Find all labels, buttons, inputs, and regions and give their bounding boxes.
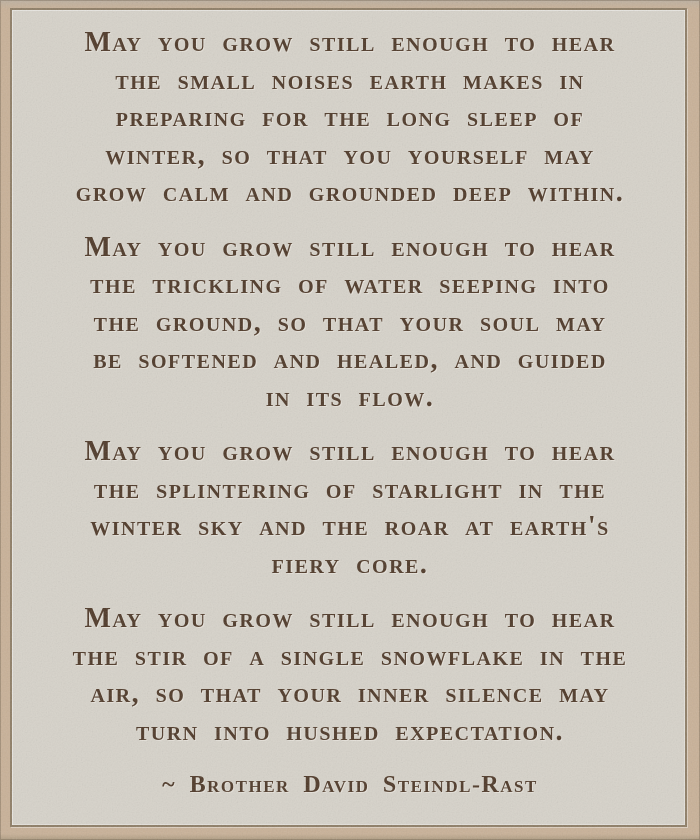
quote-line: air, so that your inner silence may — [90, 678, 610, 709]
quote-line: fiery core. — [271, 548, 429, 580]
quote-line: the splintering of starlight in the — [93, 473, 607, 505]
stanza — [0, 229, 700, 417]
quote-line: winter sky and the roar at earth's — [90, 511, 610, 542]
quote-line: the stir of a single snowflake in the — [72, 640, 628, 672]
quote-line: May you grow still enough to hear — [84, 436, 616, 467]
quote-line: preparing for the long sleep of — [115, 102, 585, 133]
quote-line: turn into hushed expectation. — [135, 715, 565, 747]
quote-line: the small noises earth makes in — [115, 64, 585, 96]
quote-line: in its flow. — [265, 381, 435, 413]
quote-line: the ground, so that your soul may — [93, 306, 607, 338]
quote-line: May you grow still enough to hear — [84, 27, 616, 58]
stanza — [0, 24, 700, 212]
quote-line: grow calm and grounded deep within. — [75, 177, 625, 208]
stanza — [0, 433, 700, 583]
stanza — [0, 600, 700, 750]
quote-line: winter, so that you yourself may — [105, 139, 595, 171]
attribution-line: ~ Brother David Steindl-Rast — [162, 772, 538, 798]
quote-line: May you grow still enough to hear — [84, 603, 616, 634]
quote-line: the trickling of water seeping into — [90, 269, 610, 300]
quote-line: be softened and healed, and guided — [93, 344, 607, 375]
quote-line: May you grow still enough to hear — [84, 231, 616, 263]
